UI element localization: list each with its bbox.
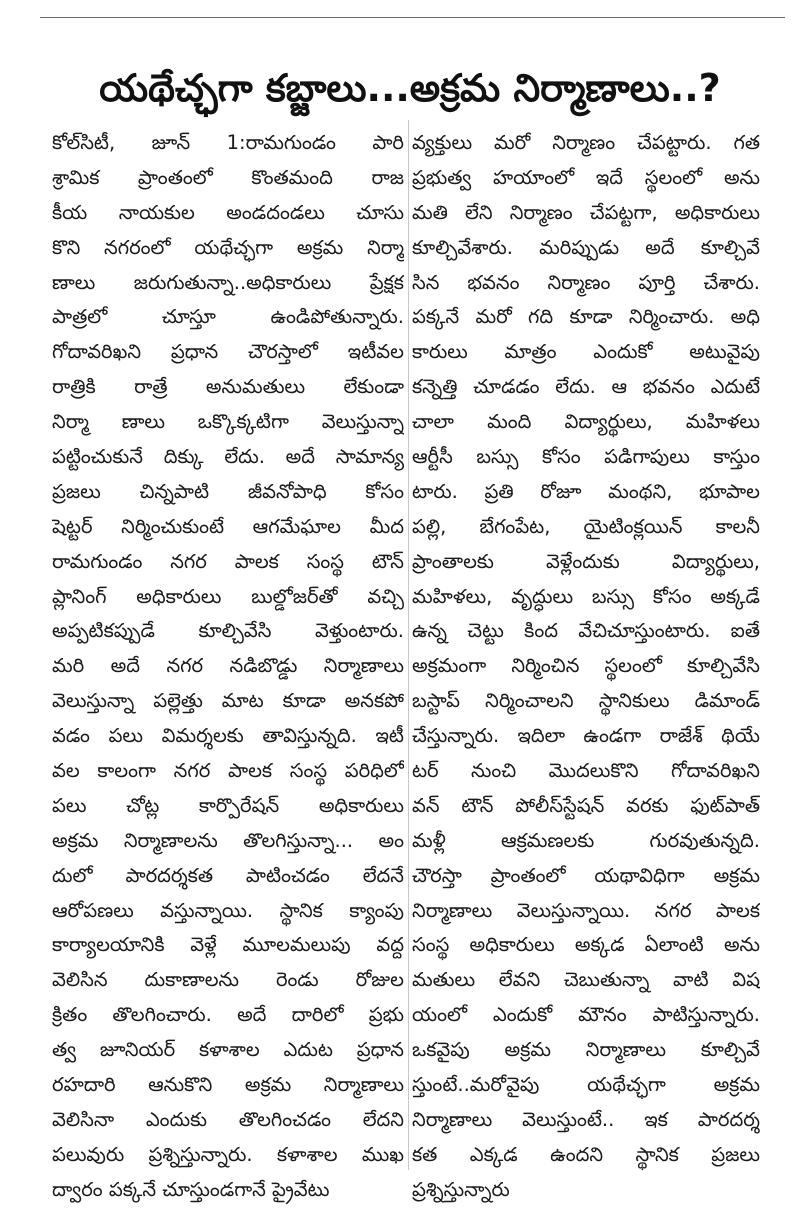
article-text-line: పట్టించుకునే దిక్కు లేదు. అదే సామాన్య: [52, 445, 404, 469]
article-text-line: పల్లి, బేగంపేట, యైటింక్లయిన్ కాలనీ: [412, 514, 760, 538]
article-text-line: పక్కనే మరో గది కూడా నిర్మించారు. అధి: [412, 305, 760, 329]
article-column-left: [52, 126, 404, 1208]
article-text-line: నిర్మాణాలు వెలుస్తున్నాయి. నగర పాలక: [412, 898, 760, 922]
article-text-line: స్తుంటే..మరోవైపు యథేచ్ఛగా అక్రమ: [412, 1073, 760, 1097]
article-text-line: చాలా మంది విద్యార్థులు, మహిళలు: [412, 410, 760, 434]
article-text-line: షెట్టర్ నిర్మించుకుంటే ఆగమేఘాల మీద: [52, 514, 404, 538]
article-text-line: మతులు లేవని చెబుతున్నా వాటి విష: [412, 968, 760, 992]
article-text-line: టర్ నుంచి మొదలుకొని గోదావరిఖని: [412, 759, 760, 783]
article-text-line: వల కాలంగా నగర పాలక సంస్థ పరిధిలో: [52, 759, 404, 783]
article-text-line: పలు చోట్ల కార్పొరేషన్ అధికారులు: [52, 793, 404, 817]
article-text-line: దులో పారదర్శకత పాటించడం లేదనే: [52, 863, 404, 887]
article-text-line: యంలో ఎందుకో మౌనం పాటిస్తున్నారు.: [412, 1003, 760, 1027]
article-text-line: వడం పలు విమర్శలకు తావిస్తున్నది. ఇటీ: [52, 724, 404, 748]
article-text-line: నిర్మా ణాలు ఒక్కొక్కటిగా వెలుస్తున్నా: [52, 410, 404, 434]
article-text-line: ణాలు జరుగుతున్నా..అధికారులు ప్రేక్షక: [52, 270, 404, 294]
article-text-line: వెలుస్తున్నా పల్లెత్తు మాట కూడా అనకపో: [52, 689, 404, 713]
article-text-line: కన్నెత్తి చూడడం లేదు. ఆ భవనం ఎదుటే: [412, 375, 760, 399]
article-text-line: రహదారి ఆనుకొని అక్రమ నిర్మాణాలు: [52, 1073, 404, 1097]
article-text-line: మళ్లీ ఆక్రమణలకు గురవుతున్నది.: [412, 828, 760, 852]
top-divider-rule: [40, 17, 785, 18]
article-text-line: పలువురు ప్రశ్నిస్తున్నారు. కళాశాల ముఖ: [52, 1142, 404, 1166]
article-text-line: వెలిసిన దుకాణాలను రెండు రోజుల: [52, 968, 404, 992]
article-text-line: సంస్థ అధికారులు అక్కడ ఏలాంటి అను: [412, 933, 760, 957]
article-text-line: అక్రమంగా నిర్మించిన స్థలంలో కూల్చివేసి: [412, 654, 760, 678]
article-text-line: సిన భవనం నిర్మాణం పూర్తి చేశారు.: [412, 270, 760, 294]
article-text-line: ప్రజలు చిన్నపాటి జీవనోపాధి కోసం: [52, 479, 404, 503]
article-text-line: ప్లానింగ్ అధికారులు బుల్డోజర్‌తో వచ్చి: [52, 584, 404, 608]
article-text-line: కొని నగరంలో యథేచ్ఛగా అక్రమ నిర్మా: [52, 235, 404, 259]
article-text-line: కీయ నాయకుల అండదండలు చూసు: [52, 200, 404, 224]
article-headline: యథేచ్ఛగా కబ్జాలు...అక్రమ నిర్మాణాలు..?: [99, 66, 721, 111]
article-text-line: మహిళలు, వృద్ధులు బస్సు కోసం అక్కడే: [412, 584, 760, 608]
article-text-line: త్వ జూనియర్ కళాశాల ఎదుట ప్రధాన: [52, 1038, 404, 1062]
article-text-line: కత ఎక్కడ ఉందని స్థానిక ప్రజలు: [412, 1142, 760, 1166]
article-column-right: [412, 126, 760, 1208]
article-text-line: వెలిసినా ఎందుకు తొలగించడం లేదని: [52, 1107, 404, 1131]
article-text-line: చేస్తున్నారు. ఇదిలా ఉండగా రాజేశ్ థియే: [412, 724, 760, 748]
article-text-line: కూల్చివేశారు. మరిప్పుడు అదే కూల్చివే: [412, 235, 760, 259]
article-text-line: కోల్‌సిటీ, జూన్ 1:రామగుండం పారి: [52, 131, 404, 154]
article-text-line: ఆర్టీసీ బస్సు కోసం పడిగాపులు కాస్తుం: [412, 445, 760, 469]
article-text-line: అప్పటికప్పుడే కూల్చివేసి వెళ్తుంటారు.: [52, 619, 404, 643]
article-text-line: చౌరస్తా ప్రాంతంలో యథావిధిగా అక్రమ: [412, 863, 760, 887]
article-text-line: ప్రశ్నిస్తున్నారు: [412, 1177, 510, 1201]
article-text-line: ఆరోపణలు వస్తున్నాయి. స్థానిక క్యాంపు: [52, 898, 404, 922]
article-text-line: పాత్రలో చూస్తూ ఉండిపోతున్నారు.: [52, 305, 404, 329]
article-text-line: ప్రాంతాలకు వెళ్లేందుకు విద్యార్థులు,: [412, 549, 760, 573]
article-text-line: వ్యక్తులు మరో నిర్మాణం చేపట్టారు. గత: [412, 131, 760, 154]
article-text-line: ఒకవైపు అక్రమ నిర్మాణాలు కూల్చివే: [412, 1038, 760, 1062]
article-text-line: టారు. ప్రతి రోజూ మంథని, భూపాల: [412, 479, 760, 503]
article-text-line: కార్యాలయానికి వెళ్లే మూలమలుపు వద్ద: [52, 933, 404, 957]
article-text-line: ఉన్న చెట్టు కింద వేచిచూస్తుంటారు. ఐతే: [412, 619, 760, 643]
article-text-line: రాత్రికి రాత్రే అనుమతులు లేకుండా: [52, 375, 404, 399]
article-text-line: నిర్మాణాలు వెలుస్తుంటే.. ఇక పారదర్శ: [412, 1107, 760, 1131]
article-text-line: ద్వారం పక్కనే చూస్తుండగానే ప్రైవేటు: [52, 1177, 330, 1201]
article-text-line: రామగుండం నగర పాలక సంస్థ టౌన్: [52, 549, 404, 573]
article-text-line: క్రితం తొలగించారు. అదే దారిలో ప్రభు: [52, 1003, 404, 1027]
article-text-line: వన్ టౌన్ పోలీస్‌స్టేషన్ వరకు ఫుట్‌పాత్: [412, 793, 760, 817]
article-text-line: మతి లేని నిర్మాణం చేపట్టగా, అధికారులు: [412, 200, 760, 224]
article-text-line: బస్టాప్ నిర్మించాలని స్థానికులు డిమాండ్: [412, 689, 760, 713]
article-text-line: కారులు మాత్రం ఎందుకో అటువైపు: [412, 340, 760, 364]
article-text-line: ప్రభుత్వ హయాంలో ఇదే స్థలంలో అను: [412, 165, 760, 189]
article-text-line: అక్రమ నిర్మాణాలను తొలగిస్తున్నా... అం: [52, 828, 404, 852]
article-text-line: మరి అదే నగర నడిబొడ్డు నిర్మాణాలు: [52, 654, 404, 678]
column-separator: [408, 120, 409, 1170]
article-text-line: గోదావరిఖని ప్రధాన చౌరస్తాలో ఇటీవల: [52, 340, 404, 364]
article-text-line: శ్రామిక ప్రాంతంలో కొంతమంది రాజ: [52, 165, 404, 189]
